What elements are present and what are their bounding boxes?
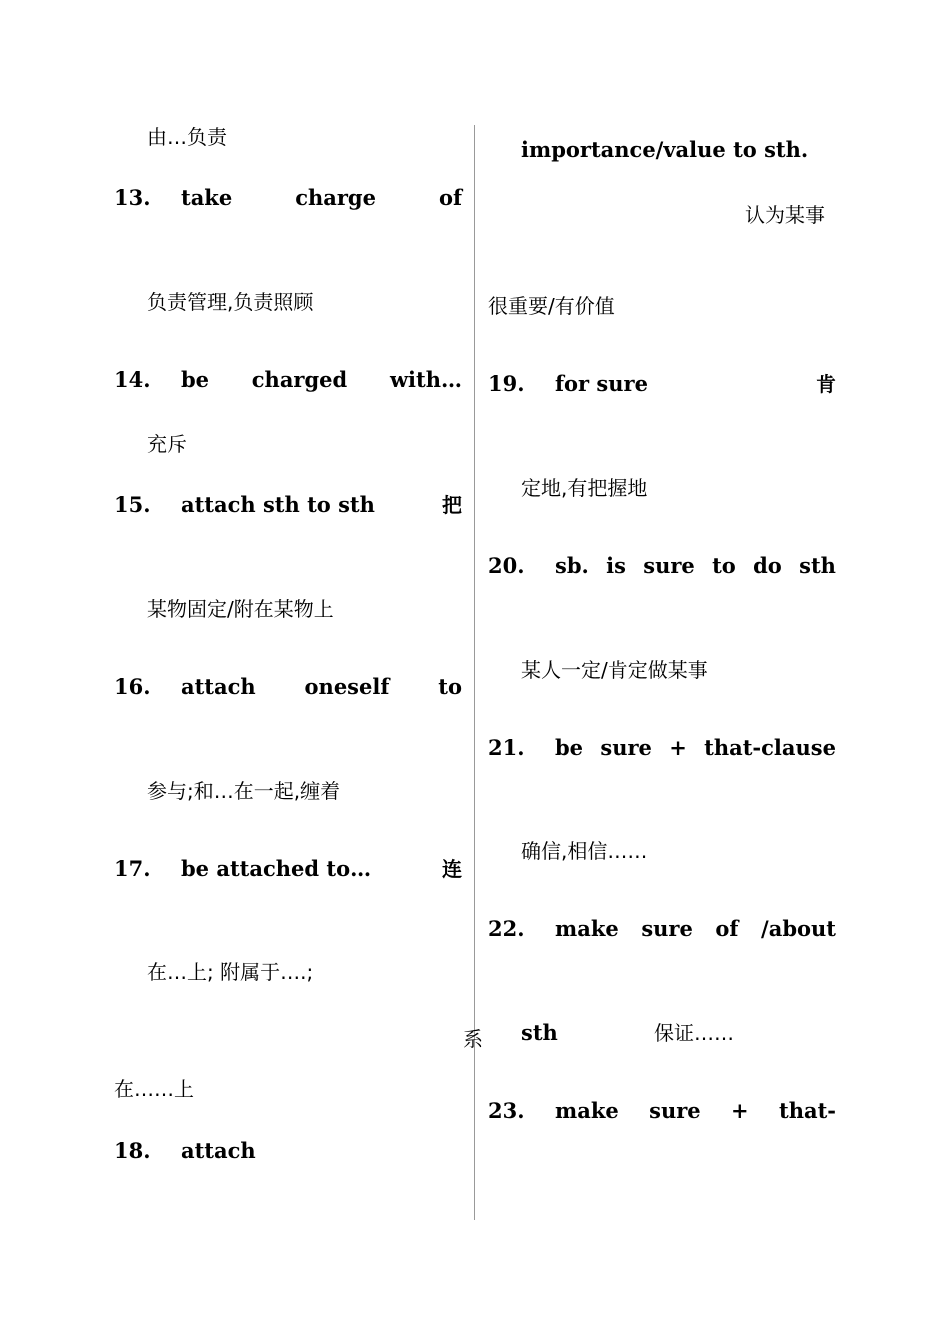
phrase-word: make: [555, 1098, 619, 1123]
phrase-word: make: [555, 916, 619, 941]
entry-22-meaning: 保证……: [654, 1021, 734, 1045]
phrase-text: attach: [181, 1138, 256, 1163]
entry-17-meaning-2b: 在……上: [114, 1077, 194, 1101]
phrase-text: for sure: [555, 371, 648, 396]
entry-22-phrase-cont: sth: [521, 1020, 558, 1045]
entry-14-phrase: [114, 367, 462, 393]
phrase-word: of: [438, 185, 462, 210]
phrase-word: oneself: [304, 674, 390, 699]
entry-18-meaning: 认为某事: [745, 203, 825, 227]
entry-12-meaning: 由…负责: [147, 125, 227, 149]
phrase-word: be: [181, 367, 210, 392]
entry-number: 15.: [114, 492, 151, 517]
entry-number: 23.: [488, 1098, 525, 1123]
entry-15-meaning: 某物固定/附在某物上: [147, 597, 334, 621]
phrase-word: +: [669, 735, 687, 760]
phrase-word: with…: [389, 367, 462, 392]
column-divider: [474, 125, 475, 1220]
phrase-word: sure: [649, 1098, 701, 1123]
meaning-start: 把: [442, 493, 462, 517]
entry-number: 19.: [488, 371, 525, 396]
entry-18-meaning-2: 很重要/有价值: [488, 294, 615, 318]
phrase-word: sure: [600, 735, 652, 760]
entry-20-phrase: [488, 553, 836, 579]
phrase-word: /about: [761, 916, 836, 941]
entry-number: 14.: [114, 367, 151, 392]
entry-16-meaning: 参与;和…在一起,缠着: [147, 779, 341, 803]
entry-20-meaning: 某人一定/肯定做某事: [521, 658, 708, 682]
phrase-word: be: [555, 735, 584, 760]
phrase-word: charge: [295, 185, 376, 210]
entry-number: 16.: [114, 674, 151, 699]
phrase-word: sure: [643, 553, 695, 578]
phrase-word: sth: [799, 553, 836, 578]
meaning-start: 连: [442, 857, 462, 881]
phrase-word: sure: [641, 916, 693, 941]
entry-17-phrase: [114, 856, 462, 882]
phrase-word: charged: [251, 367, 348, 392]
phrase-text: attach sth to sth: [181, 492, 375, 517]
entry-19-phrase: [488, 371, 836, 397]
phrase-word: is: [606, 553, 626, 578]
phrase-word: do: [753, 553, 782, 578]
entry-18-phrase-cont: importance/value to sth.: [521, 137, 809, 162]
entry-number: 22.: [488, 916, 525, 941]
phrase-word: take: [181, 185, 233, 210]
entry-number: 20.: [488, 553, 525, 578]
phrase-text: be attached to…: [181, 856, 372, 881]
entry-number: 18.: [114, 1138, 151, 1163]
phrase-word: to: [712, 553, 736, 578]
phrase-word: to: [438, 674, 462, 699]
entry-number: 17.: [114, 856, 151, 881]
entry-19-meaning: 定地,有把握地: [521, 476, 648, 500]
entry-17-meaning-2a: 系: [463, 1027, 483, 1051]
entry-number: 21.: [488, 735, 525, 760]
phrase-word: +: [731, 1098, 749, 1123]
entry-13-phrase: [114, 185, 462, 211]
entry-16-phrase: [114, 674, 462, 700]
phrase-word: that-: [779, 1098, 836, 1123]
entry-15-phrase: [114, 492, 462, 518]
phrase-word: of: [715, 916, 739, 941]
phrase-word: that-clause: [704, 735, 836, 760]
entry-13-meaning: 负责管理,负责照顾: [147, 290, 314, 314]
entry-14-meaning: 充斥: [147, 432, 187, 456]
entry-23-phrase: [488, 1098, 836, 1124]
phrase-word: attach: [181, 674, 256, 699]
entry-21-meaning: 确信,相信……: [521, 839, 648, 863]
meaning-start: 肯: [816, 372, 836, 396]
entry-number: 13.: [114, 185, 151, 210]
phrase-word: sb.: [555, 553, 589, 578]
entry-18-phrase: [114, 1138, 256, 1164]
entry-21-phrase: [488, 735, 836, 761]
entry-22-phrase: [488, 916, 836, 942]
entry-17-meaning: 在…上; 附属于….;: [147, 960, 314, 984]
